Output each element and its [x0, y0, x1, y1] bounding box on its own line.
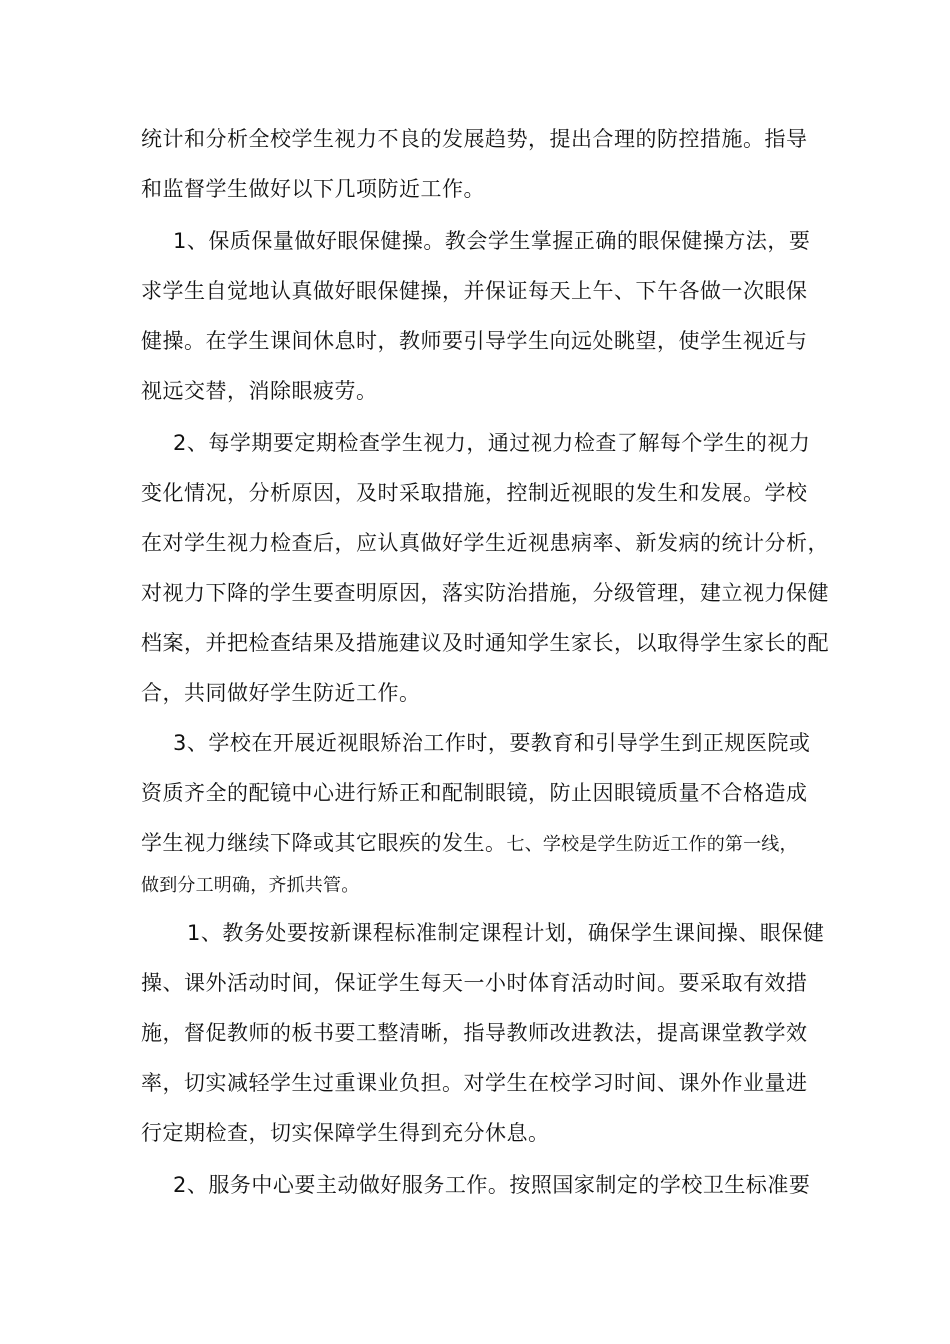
text-line: 1、教务处要按新课程标准制定课程计划，确保学生课间操、眼保健: [187, 921, 825, 945]
text-line: 健操。在学生课间休息时，教师要引导学生向远处眺望，使学生视近与: [141, 329, 808, 353]
text-line: 合，共同做好学生防近工作。: [141, 681, 421, 705]
text-line: 和监督学生做好以下几项防近工作。: [141, 177, 485, 201]
text-line: 视远交替，消除眼疲劳。: [141, 379, 378, 403]
text-line: 1、保质保量做好眼保健操。教会学生掌握正确的眼保健操方法，要: [173, 229, 811, 253]
text-line: 资质齐全的配镜中心进行矫正和配制眼镜，防止因眼镜质量不合格造成: [141, 781, 808, 805]
text-line: 操、课外活动时间，保证学生每天一小时体育活动时间。要采取有效措: [141, 971, 808, 995]
text-segment: 学生视力继续下降或其它眼疾的发生。: [141, 831, 507, 855]
text-line: 施，督促教师的板书要工整清晰，指导教师改进教法，提高课堂教学效: [141, 1021, 808, 1045]
text-line: 3、学校在开展近视眼矫治工作时，要教育和引导学生到正规医院或: [173, 731, 811, 755]
text-line-mixed: [141, 828, 798, 860]
text-line: 档案，并把检查结果及措施建议及时通知学生家长，以取得学生家长的配: [141, 631, 829, 655]
text-line: 在对学生视力检查后，应认真做好学生近视患病率、新发病的统计分析，: [141, 531, 829, 555]
text-line: 统计和分析全校学生视力不良的发展趋势，提出合理的防控措施。指导: [141, 127, 808, 151]
text-line: 率，切实减轻学生过重课业负担。对学生在校学习时间、课外作业量进: [141, 1071, 808, 1095]
section-heading: 七、学校是学生防近工作的第一线，: [506, 834, 798, 855]
text-line: 2、每学期要定期检查学生视力，通过视力检查了解每个学生的视力: [173, 431, 811, 455]
text-line: 对视力下降的学生要查明原因，落实防治措施，分级管理，建立视力保健: [141, 581, 829, 605]
text-line: 做到分工明确，齐抓共管。: [141, 875, 360, 896]
text-line: 变化情况，分析原因，及时采取措施，控制近视眼的发生和发展。学校: [141, 481, 808, 505]
text-line: 2、服务中心要主动做好服务工作。按照国家制定的学校卫生标准要: [173, 1173, 811, 1197]
text-line: 行定期检查，切实保障学生得到充分休息。: [141, 1121, 550, 1145]
text-line: 求学生自觉地认真做好眼保健操，并保证每天上午、下午各做一次眼保: [141, 279, 808, 303]
